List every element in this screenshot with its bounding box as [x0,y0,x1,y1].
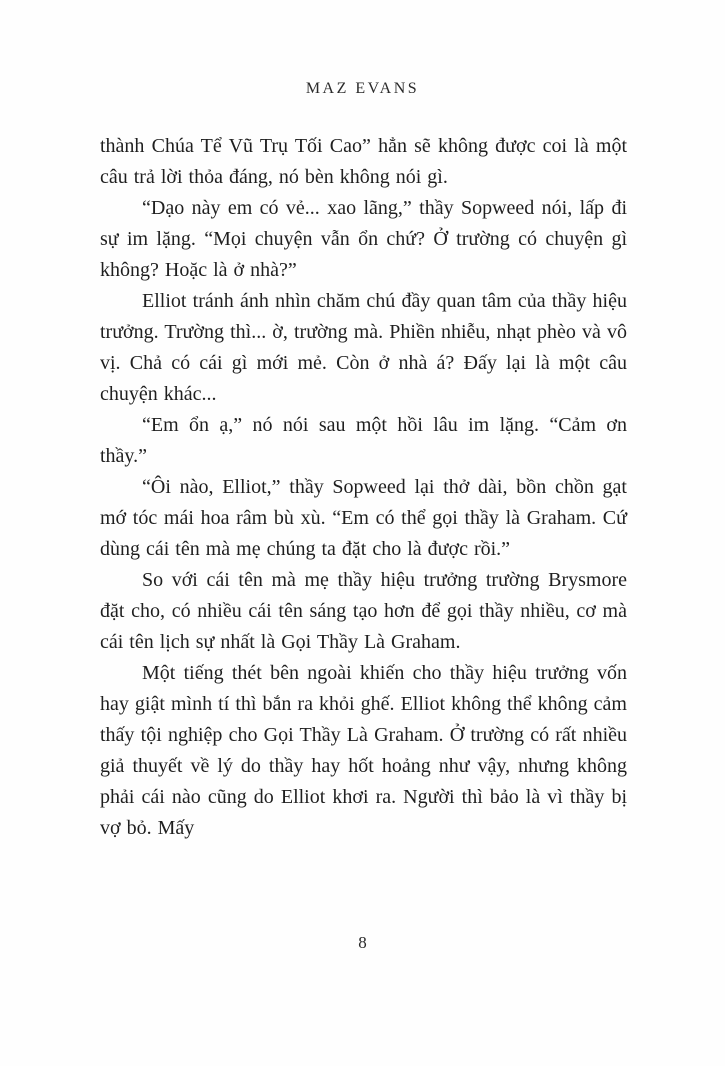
body-paragraph: Một tiếng thét bên ngoài khiến cho thầy hiệu trưởng vốn hay giật mình tí thì bắn ra khỏi ghế. Elliot không thể không cảm thấy tội nghiệp cho Gọi Thầy Là Graham. Ở trường có rất nhiều giả thuyết về lý do thầy hay hốt hoảng như vậy, nhưng không phải cái nào cũng do Elliot khơi ra. Người thì bảo là vì thầy bị vợ bỏ. Mấy [100,662,627,839]
running-header: MAZ EVANS [305,80,420,97]
body-paragraph: “Dạo này em có vẻ... xao lãng,” thầy Sopweed nói, lấp đi sự im lặng. “Mọi chuyện vẫn ổn chứ? Ở trường có chuyện gì không? Hoặc là ở nhà?” [100,197,627,281]
page-content [100,131,627,844]
body-paragraph: “Ôi nào, Elliot,” thầy Sopweed lại thở dài, bồn chồn gạt mớ tóc mái hoa râm bù xù. “Em có thể gọi thầy là Graham. Cứ dùng cái tên mà mẹ chúng ta đặt cho là được rồi.” [100,476,627,560]
page-number: 8 [358,933,367,952]
body-paragraph: Elliot tránh ánh nhìn chăm chú đầy quan tâm của thầy hiệu trưởng. Trường thì... ờ, trường mà. Phiền nhiễu, nhạt phèo và vô vị. Chả có cái gì mới mẻ. Còn ở nhà á? Đấy lại là một câu chuyện khác... [100,290,627,405]
body-paragraph: So với cái tên mà mẹ thầy hiệu trưởng trường Brysmore đặt cho, có nhiều cái tên sáng tạo hơn để gọi thầy nhiều, cơ mà cái tên lịch sự nhất là Gọi Thầy Là Graham. [100,569,627,653]
body-paragraph: thành Chúa Tể Vũ Trụ Tối Cao” hẳn sẽ không được coi là một câu trả lời thỏa đáng, nó bèn không nói gì. [100,135,627,188]
body-paragraph: “Em ổn ạ,” nó nói sau một hồi lâu im lặng. “Cảm ơn thầy.” [100,414,627,467]
